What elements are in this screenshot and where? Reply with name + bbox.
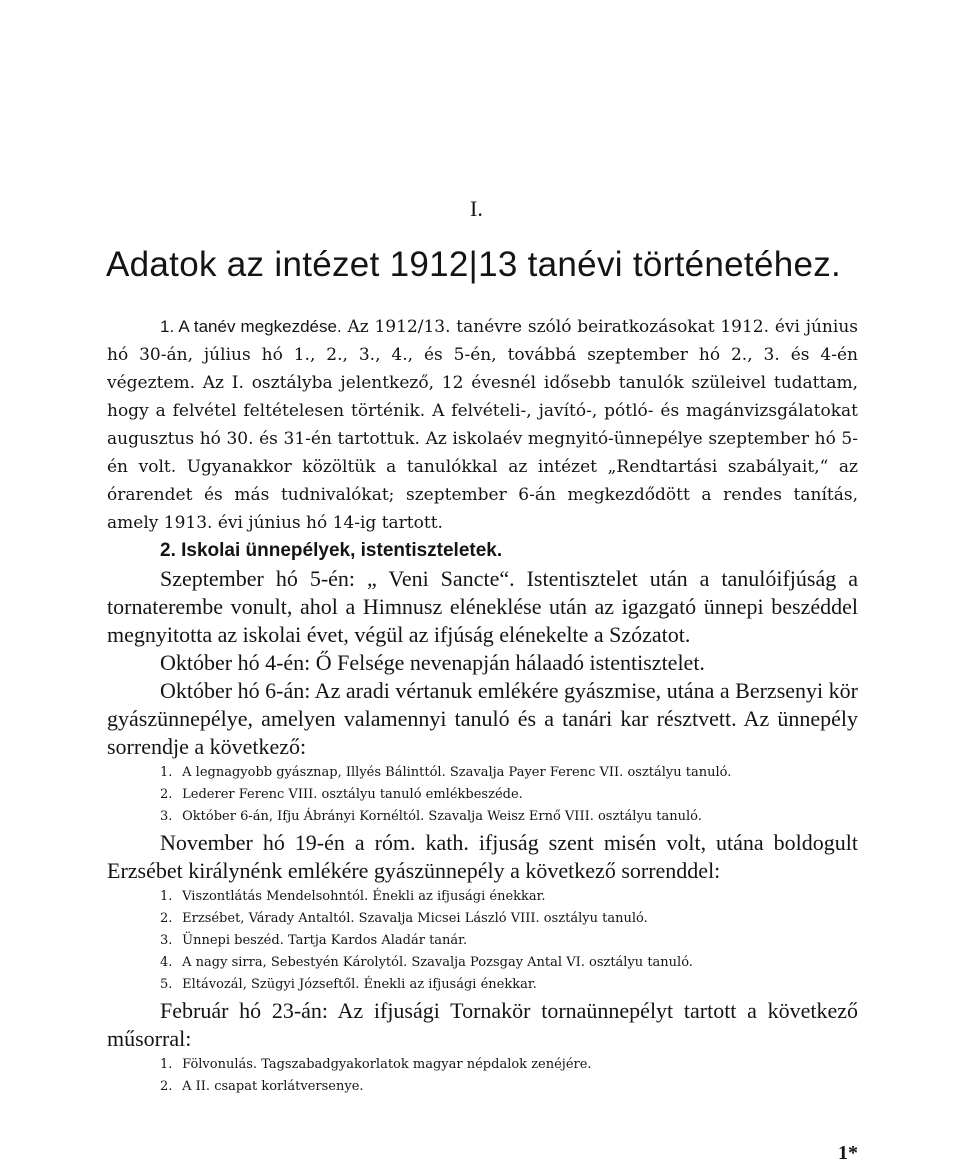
list-item: 5. Eltávozál, Szügyi Józseftől. Énekli az ifjusági énekkar.	[160, 977, 537, 992]
paragraph-october-4: Október hó 4-én: Ő Felsége nevenapján hálaadó istentisztelet.	[160, 650, 705, 675]
list-item: 1. Viszontlátás Mendelsohntól. Énekli az ifjusági énekkar.	[160, 889, 546, 904]
paragraph-february-23: Február hó 23-án: Az ifjusági Tornakör tornaünnepélyt tartott a következő műsorral:	[107, 998, 858, 1051]
list-item: 1. Fölvonulás. Tagszabadgyakorlatok magyar népdalok zenéjére.	[160, 1057, 592, 1072]
list-item: 3. Ünnepi beszéd. Tartja Kardos Aladár tanár.	[160, 933, 468, 948]
signature-mark: 1*	[838, 1142, 858, 1164]
list-item: 2. Erzsébet, Várady Antaltól. Szavalja Micsei László VIII. osztályu tanuló.	[160, 911, 648, 926]
paragraph-november-19: November hó 19-én a róm. kath. ifjuság szent misén volt, utána boldogult Erzsébet királynénk emlékére gyászünnepély a következő sorrenddel:	[107, 830, 858, 883]
section-2-heading: 2. Iskolai ünnepélyek, istentiszteletek.	[160, 540, 503, 561]
chapter-number: I.	[470, 196, 483, 221]
paragraph-september: Szeptember hó 5-én: „ Veni Sancte“. Istentisztelet után a tanulóifjúság a tornaterembe vonult, ahol a Himnusz eléneklése után az igazgató ünnepi beszéddel megnyitotta az iskolai évet, végül az ifjúság elénekelte a Szózatot.	[107, 566, 858, 647]
list-item: 4. A nagy sirra, Sebestyén Károlytól. Szavalja Pozsgay Antal VI. osztályu tanuló.	[160, 955, 693, 970]
list-item: 2. A II. csapat korlátversenye.	[160, 1079, 364, 1094]
list-item: 3. Október 6-án, Ifju Ábrányi Kornéltól. Szavalja Weisz Ernő VIII. osztályu tanuló.	[160, 809, 702, 824]
program-list-february	[160, 1054, 858, 1098]
page-title: Adatok az intézet 1912|13 tanévi történetéhez.	[106, 245, 842, 284]
section-1-heading: 1. A tanév megkezdése.	[160, 317, 342, 336]
list-item: 1. A legnagyobb gyásznap, Illyés Bálinttól. Szavalja Payer Ferenc VII. osztályu tanuló.	[160, 765, 732, 780]
list-item: 2. Lederer Ferenc VIII. osztályu tanuló emlékbeszéde.	[160, 787, 523, 802]
section-1-paragraph	[107, 313, 858, 537]
program-list-november	[160, 886, 858, 996]
paragraph-october-6: Október hó 6-án: Az aradi vértanuk emlékére gyászmise, utána a Berzsenyi kör gyászünnepélye, amelyen valamennyi tanuló és a tanári kar résztvett. Az ünnepély sorrendje a következő:	[107, 678, 858, 759]
document-body	[107, 313, 858, 1099]
section-1-text: Az 1912/13. tanévre szóló beiratkozásokat 1912. évi június hó 30-án, július hó 1., 2., 3., 4., és 5-én, továbbá szeptember hó 2., 3. és 4-én végeztem. Az I. osztályba jelentkező, 12 évesnél idősebb tanulók szüleivel tudattam, hogy a felvétel feltételesen történik. A felvételi-, javító-, pótló- és magánvizsgálatokat augusztus hó 30. és 31-én tartottuk. Az iskolaév megnyitó-ünnepélye szeptember hó 5-én volt. Ugyanakkor közöltük a tanulókkal az intézet „Rendtartási szabályait,“ az órarendet és más tudnivalókat; szeptember 6-án megkezdődött a rendes tanítás, amely 1913. évi június hó 14-ig tartott.	[107, 317, 858, 533]
program-list-october	[160, 762, 858, 828]
